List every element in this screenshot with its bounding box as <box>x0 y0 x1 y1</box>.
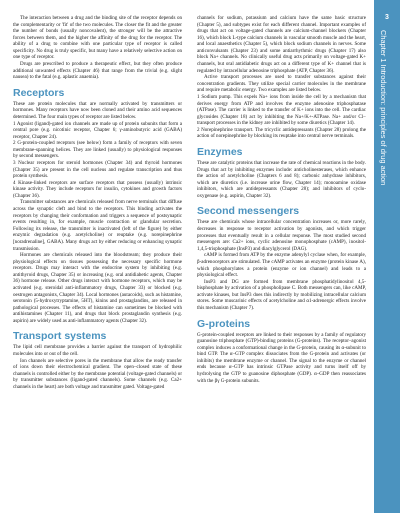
section-heading: Receptors <box>13 86 65 99</box>
section-heading: Transport systems <box>13 330 107 343</box>
paragraph: These are protein molecules that are normally activated by transmitters or hormones. Many receptors have now been cloned and their amino acid sequences determined. The four main types of receptor are listed below. <box>13 100 182 120</box>
paragraph: 4 Kinase-linked receptors are surface receptors that possess (usually) intrinsic kinase activity. They include receptors for insulin, cytokines and growth factors (Chapter 36). <box>13 179 182 199</box>
paragraph: 1 Sodium pump. This expels Na+ ions from inside the cell by a mechanism that derives energy from ATP and involves the enzyme adenosine triphosphatase (ATPase). The carrier is linked to the transfer of K+ ions into the cell. The cardiac glycosides (Chapter 18) act by inhibiting the Na+/K+-ATPase. Na+ and/or Cl− transport processes in the kidney are inhibited by some diuretics (Chapter 14). <box>197 93 366 127</box>
paragraph: Ion channels are selective pores in the membrane that allow the ready transfer of ions down their electrochemical gradient. The open–closed state of these channels is controlled either by the membrane potential (voltage-gated channels) or by transmitter substances (ligand-gated channels). Some channels (e.g. Ca2+ channels in the heart) are both voltage and transmitter gated. Voltage-gated <box>13 357 182 390</box>
paragraph: 2 G-protein-coupled receptors (see below) form a family of receptors with seven membrane-spanning helices. They are linked (usually) to physiological responses by second messengers. <box>13 140 182 160</box>
paragraph: These are chemicals whose intracellular concentration increases or, more rarely, decreases in response to receptor activation by agonists, and which trigger processes that eventually result in a cellular response. The most studied second messengers are: Ca2+ ions, cyclic adenosine monophosphate (cAMP), inositol-1,4,5-trisphosphate (InsP3) and diacylglycerol (DAG). <box>197 219 366 252</box>
paragraph: 2 Norepinephrine transport. The tricyclic antidepressants (Chapter 28) prolong the action of norepinephrine by blocking its reuptake into central nerve terminals. <box>197 126 366 140</box>
right-column <box>197 15 366 384</box>
section-heading: G-proteins <box>197 317 251 330</box>
left-column <box>13 15 182 390</box>
paragraph: 1 Agonist (ligand)-gated ion channels are made up of protein subunits that form a central pore (e.g. nicotinic receptor, Chapter 6; γ-aminobutyric acid (GABA) receptor, Chapter 24). <box>13 120 182 140</box>
paragraph: Drugs are prescribed to produce a therapeutic effect, but they often produce additional unwanted effects (Chapter 46) that range from the trivial (e.g. slight nausea) to the fatal (e.g. aplastic anaemia). <box>13 61 182 81</box>
section-heading: Enzymes <box>197 145 243 158</box>
section-heading: Second messengers <box>197 205 300 218</box>
page-number: 3 <box>385 14 389 21</box>
paragraph: channels for sodium, potassium and calcium have the same basic structure (Chapter 5), and subtypes exist for each different channel. Important examples of drugs that act on voltage-gated channels are calcium-channel blockers (Chapter 16), which block L-type calcium channels in vascular smooth muscle and the heart, and local anaesthetics (Chapter 5), which block sodium channels in nerves. Some anticonvulsants (Chapter 23) and some antiarrhythmic drugs (Chapter 17) also block Na+ channels. No clinically useful drug acts primarily on voltage-gated K+ channels, but oral antidiabetic drugs act on a different type of K+ channel that is regulated by intracellular adenosine triphosphate (ATP, Chapter 36). <box>197 15 366 74</box>
paragraph: G-protein-coupled receptors are linked to their responses by a family of regulatory guanosine triphosphate (GTP)-binding proteins (G-proteins). The receptor–agonist complex induces a conformational change in the G-protein, causing its α-subunit to bind GTP. The α–GTP complex dissociates from the G-protein and activates (or inhibits) the membrane enzyme or channel. The signal to the enzyme or channel ends because α–GTP has intrinsic GTPase activity and turns itself off by hydrolysing the GTP to guanosine diphosphate (GDP). α–GDP then reassociates with the βγ G-protein subunits. <box>197 331 366 384</box>
paragraph: These are catalytic proteins that increase the rate of chemical reactions in the body. Drugs that act by inhibiting enzymes include: anticholinesterases, which enhance the action of acetylcholine (Chapters 6 and 8); carbonic anhydrase inhibitors, which are diuretics (i.e. increase urine flow, Chapter 14); monoamine oxidase inhibitors, which are antidepressants (Chapter 28); and inhibitors of cyclo-oxygenase (e.g. aspirin, Chapter 32). <box>197 159 366 199</box>
paragraph: The lipid cell membrane provides a barrier against the transport of hydrophilic molecules into or out of the cell. <box>13 344 182 358</box>
paragraph: Transmitter substances are chemicals released from nerve terminals that diffuse across the synaptic cleft and bind to the receptors. This binding activates the receptors by changing their conformation and triggers a sequence of postsynaptic events resulting in, for example, muscle contraction or glandular secretion. Following its release, the transmitter is inactivated (left of the figure) by either enzymic degradation (e.g. acetylcholine) or reuptake (e.g. norepinephrine [noradrenaline], GABA). Many drugs act by either reducing or enhancing synaptic transmission. <box>13 199 182 252</box>
paragraph: 3 Nuclear receptors for steroid hormones (Chapter 34) and thyroid hormones (Chapter 35) are present in the cell nucleus and regulate transcription and thus protein synthesis. <box>13 159 182 180</box>
paragraph: Hormones are chemicals released into the bloodstream; they produce their physiological effects on tissues possessing the necessary specific hormone receptors. Drugs may interact with the endocrine system by inhibiting (e.g. antithyroid drugs, Chapter 35) or increasing (e.g. oral antidiabetic agents, Chapter 36) hormone release. Other drugs interact with hormone receptors, which may be activated (e.g. steroidal anti-inflammatory drugs, Chapter 33) or blocked (e.g. oestrogen antagonists, Chapter 34). Local hormones (autacoids), such as histamine, serotonin (5-hydroxytryptamine, 5HT), kinins and prostaglandins, are released in pathological processes. The effects of histamine can sometimes be blocked with antihistamines (Chapter 11), and drugs that block prostaglandin synthesis (e.g. aspirin) are widely used as anti-inflammatory agents (Chapter 32). <box>13 252 182 324</box>
paragraph: Active transport processes are used to transfer substances against their concentration gradients. They utilize special carrier molecules in the membrane and require metabolic energy. Two examples are listed below. <box>197 74 366 94</box>
chapter-side-tab <box>374 0 400 513</box>
paragraph: cAMP is formed from ATP by the enzyme adenylyl cyclase when, for example, β-adrenoceptors are stimulated. The cAMP activates an enzyme (protein kinase A), which phosphorylates a protein (enzyme or ion channel) and leads to a physiological effect. <box>197 252 366 279</box>
paragraph: InsP3 and DG are formed from membrane phosphatidylinositol 4,5-bisphosphate by activation of a phospholipase C. Both messengers can, like cAMP, activate kinases, but InsP3 does this indirectly by mobilizing intracellular calcium stores. Some muscarinic effects of acetylcholine and α1-adrenergic effects involve this mechanism (Chapter 7). <box>197 278 366 311</box>
chapter-title: Chapter 1 Introduction: principles of drug action <box>379 30 388 186</box>
paragraph: The interaction between a drug and the binding site of the receptor depends on the complementarity or 'fit' of the two molecules. The closer the fit and the greater the number of bonds (usually noncovalent), the stronger will be the attractive forces between them, and the higher the affinity of the drug for the receptor. The ability of a drug to combine with one particular type of receptor is called specificity. No drug is truly specific, but many have a relatively selective action on one type of receptor. <box>13 15 182 61</box>
